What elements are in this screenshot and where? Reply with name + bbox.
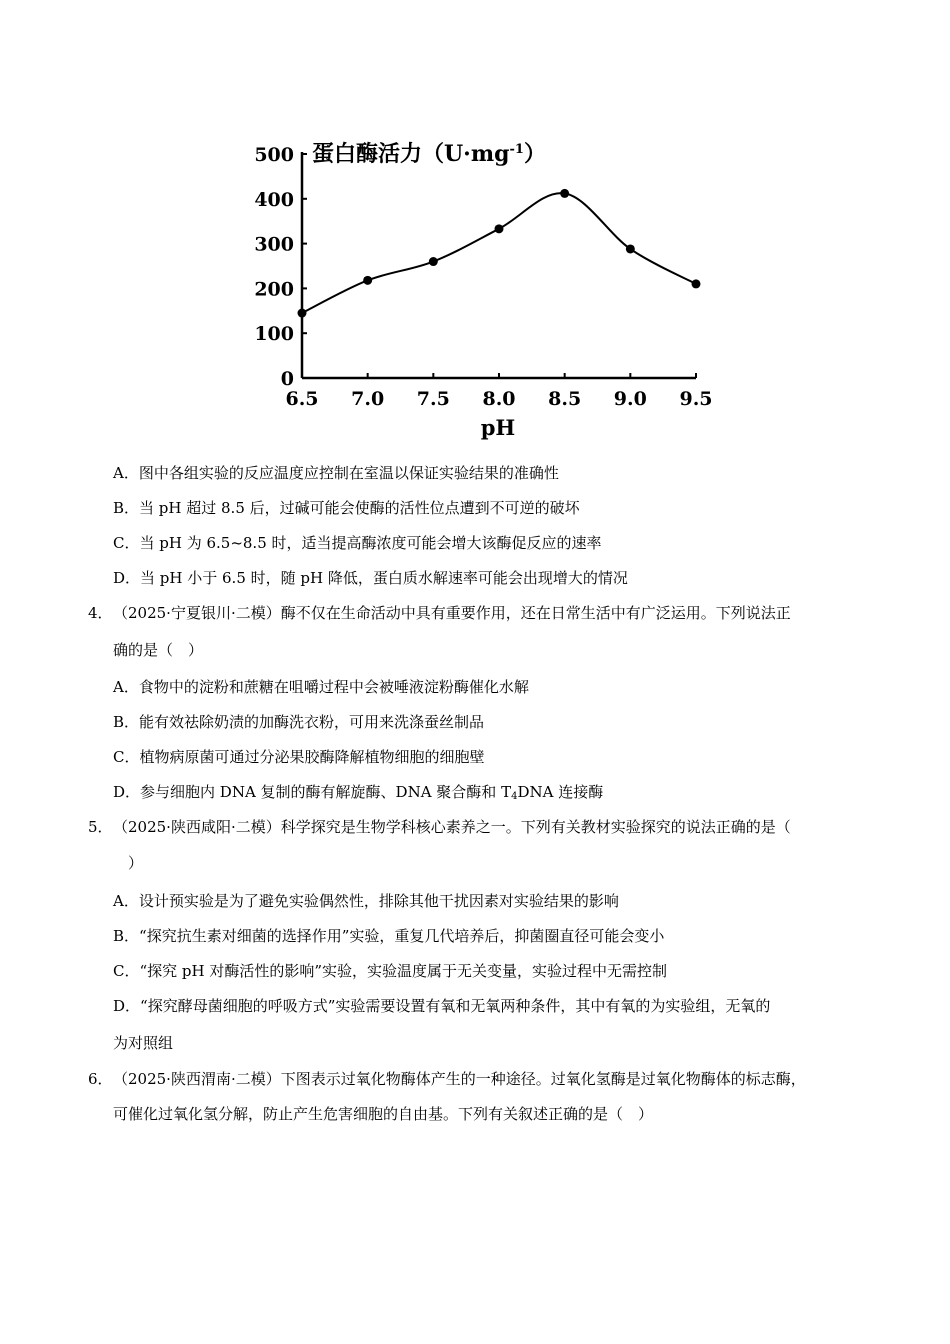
data-point [626, 244, 635, 253]
q3-option-d: D．当 pH 小于 6.5 时，随 pH 降低，蛋白质水解速率可能会出现增大的情况 [113, 569, 628, 587]
q4-option-a: A．食物中的淀粉和蔗糖在咀嚼过程中会被唾液淀粉酶催化水解 [113, 678, 529, 696]
x-tick-label: 9.0 [613, 388, 647, 410]
q6-number: 6． [88, 1070, 113, 1088]
x-tick-label: 6.5 [285, 388, 319, 410]
q3-option-a: A．图中各组实验的反应温度应控制在室温以保证实验结果的准确性 [113, 464, 559, 482]
data-point [495, 224, 504, 233]
q6-stem-line1: （2025·陕西渭南·二模）下图表示过氧化物酶体产生的一种途径。过氧化氢酶是过氧化物酶体的标志酶， [113, 1070, 806, 1088]
q5-option-d-line1: D．“探究酵母菌细胞的呼吸方式”实验需要设置有氧和无氧两种条件，其中有氧的为实验组，无氧的 [113, 997, 771, 1015]
q5-option-b: B．“探究抗生素对细菌的选择作用”实验，重复几代培养后，抑菌圈直径可能会变小 [113, 927, 665, 945]
q6-stem-line2: 可催化过氧化氢分解，防止产生危害细胞的自由基。下列有关叙述正确的是（ ） [113, 1105, 654, 1123]
y-tick-label: 200 [254, 278, 294, 301]
q3-option-c: C．当 pH 为 6.5~8.5 时，适当提高酶浓度可能会增大该酶促反应的速率 [113, 534, 602, 552]
q3-option-b: B．当 pH 超过 8.5 后，过碱可能会使酶的活性位点遭到不可逆的破坏 [113, 499, 580, 517]
q5-option-d-line2: 为对照组 [113, 1034, 174, 1052]
enzyme-activity-chart [230, 135, 730, 445]
x-tick-label: 8.5 [548, 388, 582, 410]
y-tick-label: 100 [254, 323, 294, 346]
y-tick-label: 0 [280, 368, 294, 390]
q4-option-d: D．参与细胞内 DNA 复制的酶有解旋酶、DNA 聚合酶和 $T_4DNA$ 连接酶 [113, 783, 604, 802]
data-point [363, 276, 372, 285]
data-point [692, 279, 701, 288]
q4-option-c: C．植物病原菌可通过分泌果胶酶降解植物细胞的细胞壁 [113, 748, 485, 766]
x-tick-label: 7.5 [416, 388, 450, 410]
data-point [429, 257, 438, 266]
q5-stem-line2: ） [128, 854, 144, 872]
q4-stem-line1: （2025·宁夏银川·二模）酶不仅在生命活动中具有重要作用，还在日常生活中有广泛运用。下列说法正 [113, 604, 791, 622]
data-point [560, 189, 569, 198]
data-point [298, 309, 307, 318]
x-tick-label: 7.0 [351, 388, 385, 410]
q4-stem-line2: 确的是（ ） [113, 641, 204, 659]
x-tick-label: 8.0 [482, 388, 516, 410]
q5-option-c: C．“探究 pH 对酶活性的影响”实验，实验温度属于无关变量，实验过程中无需控制 [113, 962, 668, 980]
x-tick-label: 9.5 [679, 388, 713, 410]
q4-number: 4． [88, 604, 113, 622]
chart-title-superscript: -1 [509, 142, 524, 157]
chart-title: 蛋白酶活力$(U\cdot mg^{-1})$ [312, 141, 546, 167]
q4-option-b: B．能有效祛除奶渍的加酶洗衣粉，可用来洗涤蚕丝制品 [113, 713, 485, 731]
q5-number: 5． [88, 818, 113, 836]
activity-curve [302, 193, 696, 313]
y-tick-label: 500 [254, 144, 294, 166]
y-tick-label: 300 [254, 233, 294, 256]
y-tick-label: 400 [254, 188, 294, 211]
q5-stem-line1: （2025·陕西咸阳·二模）科学探究是生物学科核心素养之一。下列有关教材实验探究的说法正确的是（ [113, 818, 791, 836]
x-axis-label: pH [480, 415, 516, 440]
q5-option-a: A．设计预实验是为了避免实验偶然性，排除其他干扰因素对实验结果的影响 [113, 892, 619, 910]
